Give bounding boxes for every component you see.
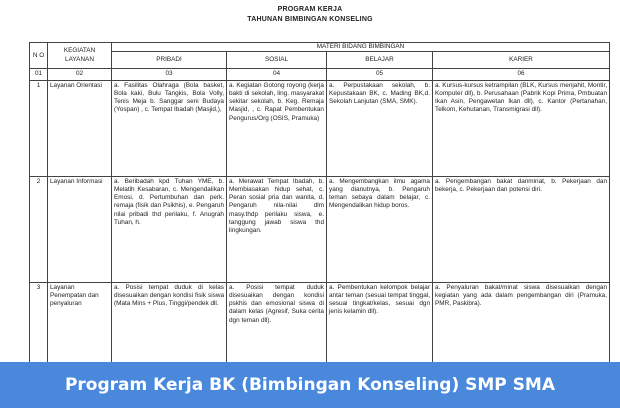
- cell-sosial: a. Posisi tempat duduk disesuaikan dengan kondisi pskhis dan emosional siswa di dalam kelas (Agresif, Suka cerita dgn teman dll).: [227, 282, 327, 362]
- code-cell: 02: [48, 69, 112, 80]
- document-subtitle: TAHUNAN BIMBINGAN KONSELING: [247, 16, 373, 23]
- cell-sosial: a. Merawat Tempat Ibadah, b. Membiasakan hidup sehat, c. Peran sosial pria dan wanita, d. Pengaruh nila-nilai dlm masy.thdp perilaku siswa, e. tanggung jawab siswa thd lingkungan.: [227, 176, 327, 282]
- cell-belajar: a. Mengembangkan ilmu agama yang dianutnya, b. Pengaruh teman sebaya dalam belajar, c. Mengendalikan hidup boros.: [327, 176, 433, 282]
- caption-text: Program Kerja BK (Bimbingan Konseling) SMP SMA: [64, 375, 556, 395]
- table-row: [30, 282, 610, 362]
- cell-pribadi: a. Fasilitas Olahraga (Bola basket, Bola kaki, Bulu Tangkis, Bola Volly, Tenis Meja b. Sanggar seni Budaya (Yospan) , c. Tempat Ibadah (Masjid,),: [112, 80, 227, 176]
- code-row: [30, 69, 610, 80]
- code-cell: 06: [433, 69, 610, 80]
- row-kegiatan: Layanan Orientasi: [48, 80, 112, 176]
- row-number: 1: [30, 80, 48, 176]
- table-row: [30, 80, 610, 176]
- header-kegiatan: KEGIATAN LAYANAN: [48, 43, 112, 69]
- program-table: [29, 42, 610, 363]
- cell-belajar: a. Pembentukan kelompok belajar antar teman (sesuai tempat tinggal, sesuai tingkat/kelas, sesuai dgn jenis kelamin dll).: [327, 282, 433, 362]
- header-materi: MATERI BIDANG BIMBINGAN: [112, 43, 610, 52]
- code-cell: 01: [30, 69, 48, 80]
- document-title: PROGRAM KERJA: [277, 6, 343, 13]
- row-kegiatan: Layanan Penempatan dan penyaluran: [48, 282, 112, 362]
- code-cell: 05: [327, 69, 433, 80]
- cell-karier: a. Pengembangan bakat danminat, b. Pekerjaan dan bekerja, c. Pekerjaan dan potensi diri.: [433, 176, 610, 282]
- row-number: 2: [30, 176, 48, 282]
- table-row: [30, 176, 610, 282]
- cell-karier: a. Penyaluran bakat/minat siswa disesuaikan dengan kegiatan yang ada dalam pengembangan diri (Pramuka, PMR, Paskibra).: [433, 282, 610, 362]
- caption-banner: [0, 362, 620, 408]
- header-pribadi: PRIBADI: [112, 52, 227, 69]
- cell-sosial: a. Kegiatan Gotong royong (kerja bakti di sekolah, ling. masyarakat sekitar sekolah, b. Keg. Remaja Masjid, , c. Rapat Pembentukan Pengurus/Org (OSIS, Pramuka): [227, 80, 327, 176]
- document-header: [0, 5, 620, 25]
- cell-karier: a. Kursus-kursus ketrampilan (BLK, Kursus menjahit, Montir, Komputer dll), b. Perusahaan (Pabrik Kopi Prima, Pmbuatan Ikan Asin, Pengawetan Ikan dll), c. Kantor (Pertanahan, Telkom, Kehutanan, Transmigrasi dll).: [433, 80, 610, 176]
- header-karier: KARIER: [433, 52, 610, 69]
- cell-pribadi: a. Posisi tempat duduk di kelas disesuaikan dengan kondisi fisik siswa (Mata Mins + Plus, Tinggi/pendek dll.: [112, 282, 227, 362]
- cell-pribadi: a. Beribadah kpd Tuhan YME, b. Melatih Kesabaran, c. Mengendalikan Emosi. d. Pertumbuhan dan perk. remaja (fisik dan Psikhis), e. Pengaruh nilai pribadi thd perilaku, f. Anugrah Tuhan, h.: [112, 176, 227, 282]
- row-number: 3: [30, 282, 48, 362]
- header-no: N O: [30, 43, 48, 69]
- header-belajar: BELAJAR: [327, 52, 433, 69]
- code-cell: 04: [227, 69, 327, 80]
- cell-belajar: a. Perpustakaan sekolah, b. Kepustakaan BK, c. Mading BK,d. Sekolah Lanjutan (SMA, SMK).: [327, 80, 433, 176]
- header-sosial: SOSIAL: [227, 52, 327, 69]
- header-row-1: [30, 43, 610, 52]
- row-kegiatan: Layanan Informasi: [48, 176, 112, 282]
- code-cell: 03: [112, 69, 227, 80]
- header-row-2: [30, 52, 610, 69]
